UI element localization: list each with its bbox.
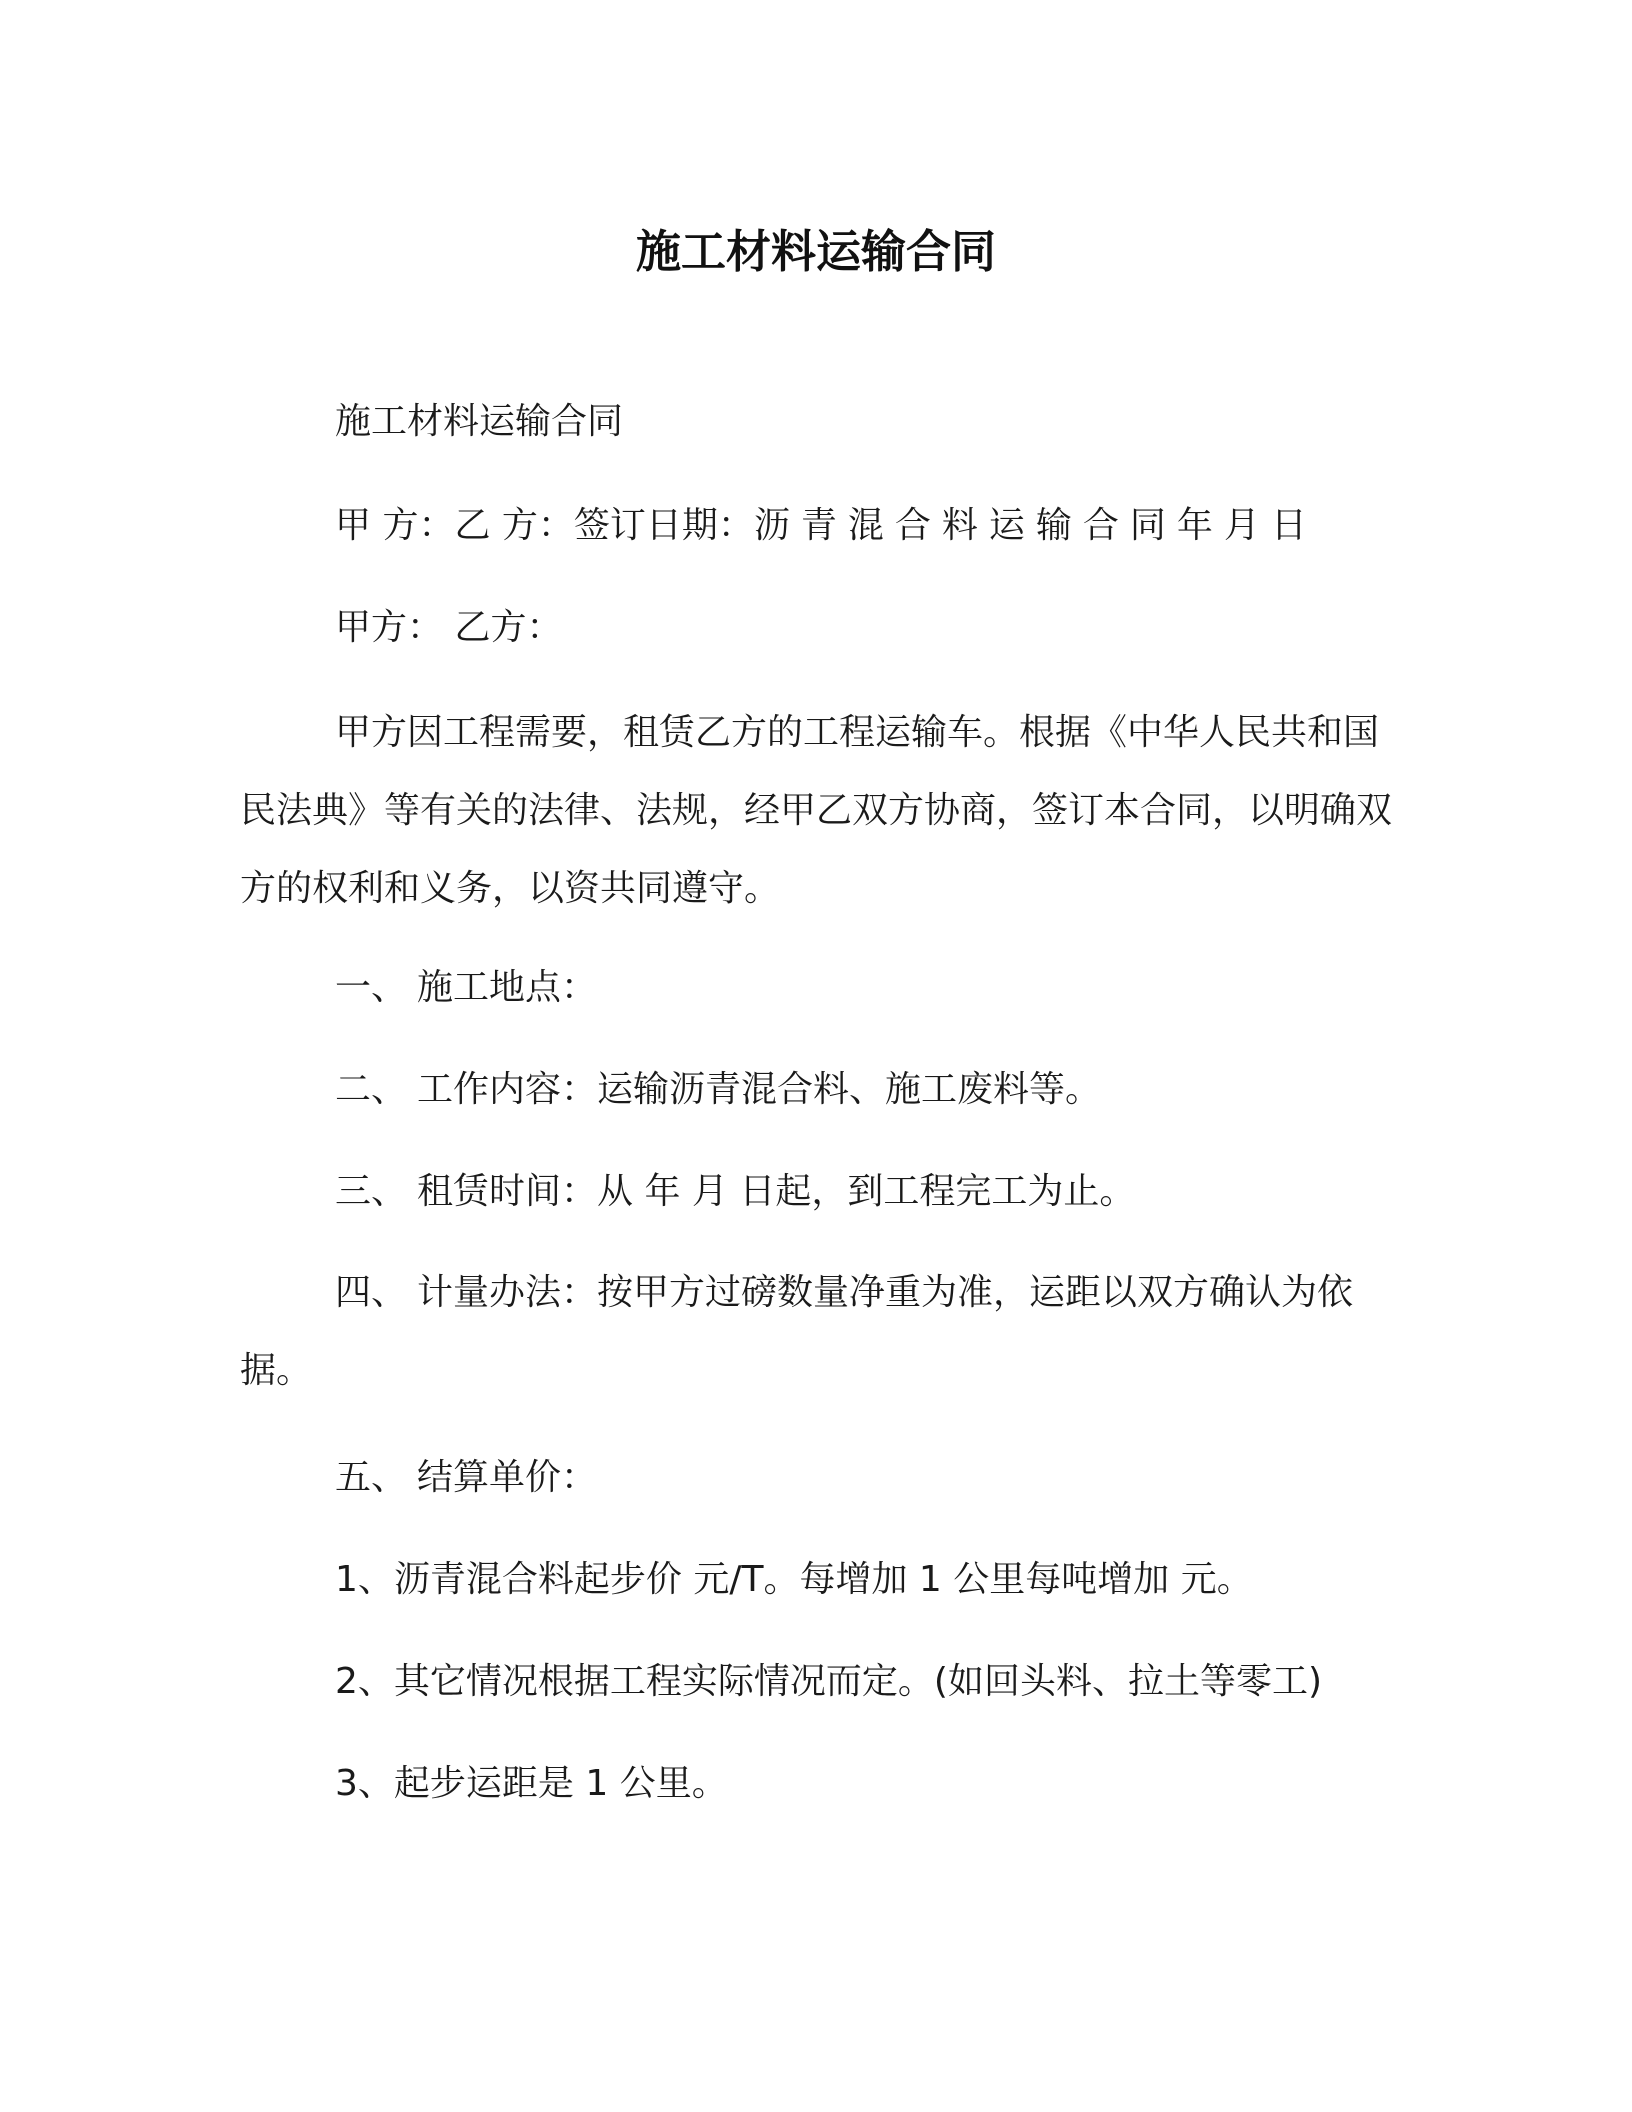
section-number: 一、 [335, 967, 408, 1008]
section-number: 三、 [335, 1171, 408, 1212]
section-text: 计量办法：按甲方过磅数量净重为准，运距以双方确认为依据。 [240, 1272, 1354, 1391]
section-3 [335, 1166, 1135, 1218]
subtitle: 施工材料运输合同 [335, 401, 624, 442]
section-number: 五、 [335, 1457, 408, 1498]
price-item-2: 2、其它情况根据工程实际情况而定。(如回头料、拉土等零工) [335, 1661, 1322, 1702]
section-number: 二、 [335, 1069, 408, 1110]
party-a-label: 甲 方： [335, 505, 455, 546]
section-2 [335, 1064, 1101, 1116]
sign-date-label: 签订日期： [573, 505, 754, 546]
section-text: 施工地点： [417, 967, 598, 1008]
section-4 [240, 1254, 1400, 1410]
section-text: 租赁时间：从 年 月 日起，到工程完工为止。 [417, 1171, 1136, 1212]
parties-line-2: 甲方： 乙方： [335, 607, 563, 648]
section-text: 工作内容：运输沥青混合料、施工废料等。 [417, 1069, 1102, 1110]
price-item-3: 3、起步运距是 1 公里。 [335, 1763, 728, 1804]
intro-paragraph: 甲方因工程需要，租赁乙方的工程运输车。根据《中华人民共和国民法典》等有关的法律、法规，经甲乙双方协商，签订本合同，以明确双方的权利和义务，以资共同遵守。 [240, 712, 1393, 909]
party-b-label: 乙 方： [454, 505, 574, 546]
price-item-1: 1、沥青混合料起步价 元/T。每增加 1 公里每吨增加 元。 [335, 1559, 1253, 1600]
section-number: 四、 [335, 1272, 408, 1313]
section-5 [335, 1452, 597, 1504]
section-1 [335, 962, 597, 1014]
contract-name-date: 沥青混合料运输合同年月日 [753, 505, 1318, 546]
document-title: 施工材料运输合同 [635, 225, 996, 278]
parties-line [335, 500, 1318, 552]
section-text: 结算单价： [417, 1457, 598, 1498]
